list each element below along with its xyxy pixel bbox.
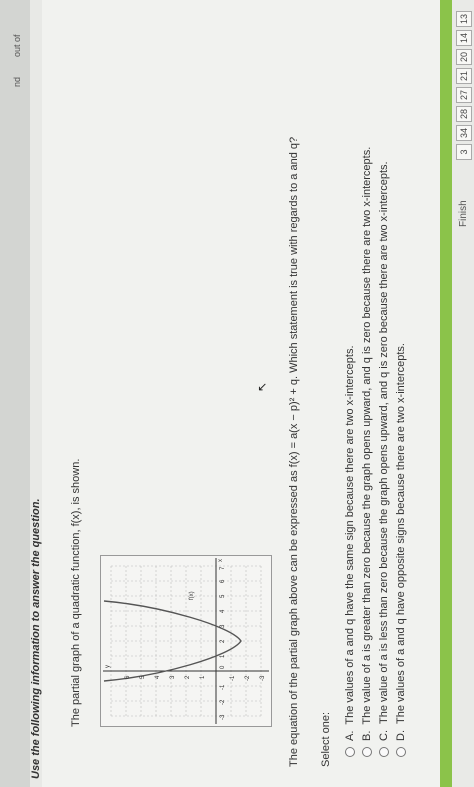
nav-question-button[interactable]: 34: [456, 125, 472, 141]
y-tick: 6: [125, 675, 131, 679]
x-tick: 7: [220, 566, 226, 570]
x-tick: 4: [220, 609, 226, 613]
x-tick: 2: [220, 639, 226, 643]
nav-question-button[interactable]: 20: [456, 49, 472, 65]
sidebar-text-nd: nd: [12, 76, 22, 87]
x-tick: -3: [220, 714, 226, 720]
grid: [111, 566, 261, 716]
quiz-navigation: [452, 0, 474, 787]
question-intro: The partial graph of a quadratic function, f(x), is shown.: [70, 458, 82, 727]
y-tick: -1: [230, 675, 236, 681]
nav-question-button[interactable]: 21: [456, 68, 472, 84]
x-tick: 1: [220, 654, 226, 658]
left-sidebar: [0, 0, 30, 787]
mouse-cursor-icon: ↖: [255, 381, 269, 392]
nav-question-button[interactable]: 14: [456, 30, 472, 46]
option-letter: D.: [395, 730, 407, 741]
nav-question-button[interactable]: 28: [456, 106, 472, 122]
x-tick: 0: [220, 665, 226, 669]
curve-label: f(x): [189, 591, 195, 600]
option-text: The values of a and q have opposite signs because there are two x-intercepts.: [395, 343, 407, 724]
select-one-label: Select one:: [320, 711, 332, 767]
graph: [100, 555, 272, 727]
option-text: The values of a and q have the same sign because there are two x-intercepts.: [344, 345, 356, 725]
option-b[interactable]: [361, 147, 373, 757]
accent-bar: [440, 0, 452, 787]
nav-question-button[interactable]: 13: [456, 11, 472, 27]
finish-link[interactable]: Finish: [458, 200, 469, 227]
y-tick: 4: [155, 675, 161, 679]
radio-button[interactable]: [345, 747, 355, 757]
y-tick: -2: [245, 675, 251, 681]
option-text: The value of a is less than zero because the graph opens upward, and q is zero because there are two x-intercepts.: [378, 161, 390, 724]
option-d[interactable]: [395, 343, 407, 757]
option-c[interactable]: [378, 161, 390, 757]
x-tick: 6: [220, 579, 226, 583]
option-letter: A.: [344, 730, 356, 741]
option-text: The value of a is greater than zero because the graph opens upward, and q is zero because there are two x-intercepts.: [361, 146, 373, 725]
x-tick: 3: [220, 624, 226, 628]
graph-svg: [101, 556, 271, 726]
question-card: [30, 0, 440, 787]
x-tick: 5: [220, 594, 226, 598]
y-axis-label: y: [105, 665, 111, 668]
y-tick: 2: [185, 675, 191, 679]
option-letter: B.: [361, 730, 373, 741]
y-tick: -3: [260, 675, 266, 681]
x-tick: -2: [220, 699, 226, 705]
option-letter: C.: [378, 730, 390, 741]
y-tick: 3: [170, 675, 176, 679]
x-axis-label: x: [218, 559, 224, 562]
instructions-header: Use the following information to answer the question.: [30, 0, 42, 787]
question-prompt: The equation of the partial graph above can be expressed as f(x) = a(x − p)² + q. Which statement is true with regards to a and q?: [288, 136, 300, 767]
radio-button[interactable]: [362, 747, 372, 757]
sidebar-text-out-of: out of: [12, 34, 22, 57]
radio-button[interactable]: [379, 747, 389, 757]
option-a[interactable]: [344, 345, 356, 757]
radio-button[interactable]: [396, 747, 406, 757]
y-tick: 5: [140, 675, 146, 679]
nav-question-button[interactable]: 3: [456, 144, 472, 160]
nav-question-button[interactable]: 27: [456, 87, 472, 103]
x-tick: -1: [220, 684, 226, 690]
y-tick: 1: [200, 675, 206, 679]
